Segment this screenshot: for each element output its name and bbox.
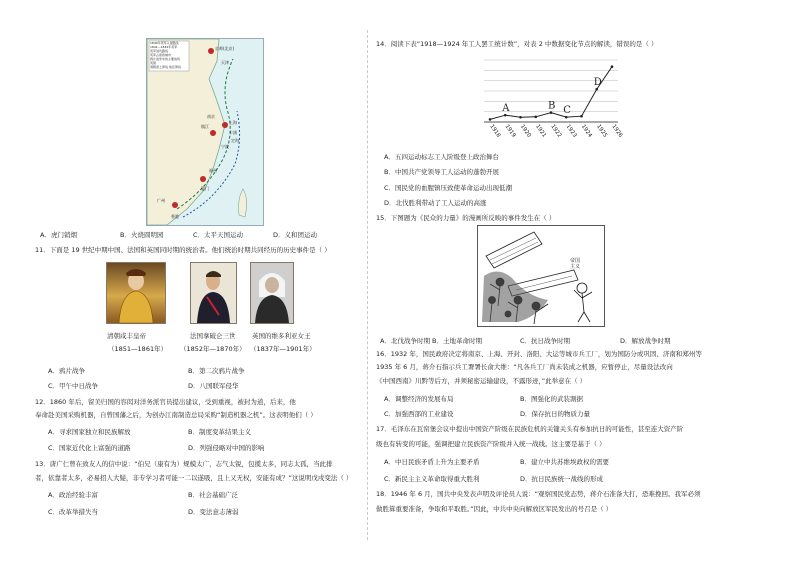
question-18-line: 18．1946 年 6 月，国共中央发表声明及评论员人说：“观察国民党态势，蒋介石准备大打，恐难挽回。我军必须 bbox=[376, 490, 701, 498]
portrait-caption-years: （1851—1861年） bbox=[108, 345, 168, 353]
option-c[interactable]: C．加强西部的工业建设 bbox=[384, 410, 454, 418]
map-label-dinghai: 定海 bbox=[231, 138, 239, 143]
xianfeng-portrait bbox=[106, 262, 166, 324]
option-c[interactable]: C．新民主主义革命取得重大胜利 bbox=[384, 475, 480, 483]
chart-point bbox=[611, 65, 614, 68]
portrait-graphic bbox=[191, 263, 236, 323]
chart-point-label: B bbox=[548, 100, 556, 112]
question-15-stem: 15．下图题为《民众的力量》的漫画所反映的事件发生在（ ） bbox=[376, 214, 556, 222]
question-11-stem: 11．下面是 19 世纪中期中国、法国和英国同时期的统治者。他们统治时期共同经历的历史事件是（ ） bbox=[35, 246, 331, 254]
map-label-hongkong: 香港 bbox=[171, 214, 179, 219]
option-b[interactable]: B．社会基础广泛 bbox=[188, 491, 238, 499]
map-label-xiamen: 厦门 bbox=[201, 186, 209, 191]
chart-tick-label: 1925 bbox=[595, 123, 609, 139]
portrait-caption-years: （1837年—1901年） bbox=[250, 345, 316, 353]
option-c[interactable]: C．改革举措失当 bbox=[48, 508, 99, 516]
column-divider bbox=[367, 30, 368, 540]
map-legend-item: 地区界线 bbox=[169, 65, 182, 69]
option-d[interactable]: D．义和团运动 bbox=[273, 231, 318, 239]
map-label-capital: 京师(北京) bbox=[215, 46, 235, 51]
option-d[interactable]: D．解放战争时期 bbox=[620, 337, 671, 345]
chart-point bbox=[565, 116, 568, 119]
chart-point bbox=[534, 116, 537, 119]
option-a[interactable]: A．中日民族矛盾上升为主要矛盾 bbox=[384, 458, 480, 466]
chart-svg bbox=[470, 56, 622, 148]
question-13-line: 者，依靠者太多，必易招人大疑，非专学习者可能一二以遂吸，且上又无权，安能有成？”这说明戊戌变法（ ） bbox=[35, 474, 353, 482]
option-b[interactable]: B．建立中共苏维埃政权的需要 bbox=[520, 458, 609, 466]
portrait-caption-name: 清朝咸丰皇帝 bbox=[107, 332, 146, 340]
question-13-line: 13．唐广仁曾在致友人的信中说：“伯兄（康有为）规模太广，志气太锐，包揽太多，同志太孤，当此排 bbox=[35, 460, 333, 468]
map-label-zhenjiang: 镇江 bbox=[201, 124, 209, 129]
map-legend-item: 英军进攻路线 bbox=[150, 49, 169, 53]
chart-tick-label: 1922 bbox=[549, 123, 563, 139]
map-label-fuzhou: 福州 bbox=[209, 168, 217, 173]
option-a[interactable]: A．五四运动标志工人阶级登上政治舞台 bbox=[384, 153, 499, 161]
map-label-nanjing: 南京 bbox=[207, 114, 215, 119]
map-label-tianjin: 天津 bbox=[221, 60, 229, 65]
chart-point-label: A bbox=[502, 103, 510, 115]
chart-point-label: C bbox=[563, 105, 571, 117]
option-c[interactable]: C．国家近代化上富强的道路 bbox=[48, 444, 131, 452]
strike-statistics-chart bbox=[470, 56, 622, 148]
question-17-line: 17．毛泽东在瓦窑堡会议中提出中国资产阶级在民族危机的关键关头有参加抗日的可能性，甚至连大资产阶 bbox=[376, 425, 684, 433]
question-16-line: 16．1932 年，国民政府决定将南京、上海、开封、洛阳、大运等城市兵工厂，划为国防分或巩固、济南和郑州等 bbox=[376, 350, 702, 358]
map-legend-item: 1840年英军入侵路线 bbox=[150, 41, 179, 45]
map-legend-item: 英军占领的城市 bbox=[150, 53, 172, 57]
cartoon-graphic bbox=[478, 226, 604, 326]
chart-point bbox=[519, 116, 522, 119]
map-legend-item: 英国 bbox=[150, 61, 157, 65]
chart-tick-label: 1921 bbox=[534, 123, 548, 139]
portrait-caption-name: 英国的维多利亚女王 bbox=[252, 332, 311, 340]
chart-tick-label: 1920 bbox=[518, 123, 532, 139]
option-a[interactable]: A．鸦片战争 bbox=[48, 367, 85, 375]
peoples-power-cartoon bbox=[477, 225, 605, 327]
chart-tick-label: 1924 bbox=[579, 123, 593, 139]
option-b[interactable]: B．制度变革结果主义 bbox=[188, 428, 251, 436]
opium-war-map bbox=[146, 38, 264, 226]
option-b[interactable]: B．图强化的武装割据 bbox=[520, 395, 583, 403]
chart-point bbox=[550, 111, 553, 114]
option-d[interactable]: D．列强侵略对中国的影响 bbox=[188, 444, 265, 452]
option-b[interactable]: B．中国共产党领导工人运动的蓬勃开展 bbox=[384, 168, 499, 176]
chart-tick-label: 1923 bbox=[564, 123, 578, 139]
chart-point-label: D bbox=[593, 77, 602, 89]
option-d[interactable]: D．北伐胜利带动了工人运动的高涨 bbox=[384, 199, 487, 207]
question-16-line: 1935 年 6 月，蒋介石指示兵工署署长俞大维：“凡各兵工厂尚未装成之机器，应暂停止，尽量设法改向 bbox=[376, 363, 673, 371]
chart-point bbox=[580, 115, 583, 118]
question-12-line: 奉命赴美国采购机器，自曾国藩之后，为创办江南制造总局采购“制造机器之机”。这表明他们（ ） bbox=[35, 411, 317, 419]
map-label-shanghai: 上海 bbox=[229, 120, 237, 125]
option-a[interactable]: A．政治经验丰富 bbox=[48, 491, 98, 499]
napoleon-iii-portrait bbox=[190, 262, 237, 324]
option-d[interactable]: D．抗日民族统一战线的形成 bbox=[520, 475, 604, 483]
chart-point bbox=[504, 114, 507, 117]
question-14-stem: 14．阅读下表“1918—1924 年工人罢工统计数”，对表 2 中数据变化节点的解读，错误的是（ ） bbox=[376, 40, 658, 48]
option-a[interactable]: A．调整经济的发展布局 bbox=[384, 395, 454, 403]
map-legend-item: 鸦片战争中的主要战场 bbox=[150, 57, 181, 61]
portrait-graphic bbox=[107, 263, 165, 323]
victoria-portrait bbox=[250, 262, 294, 324]
option-b[interactable]: B．火烧圆明园 bbox=[120, 231, 164, 239]
option-d[interactable]: D．变法意志薄弱 bbox=[188, 508, 239, 516]
option-ab[interactable]: A．北伐战争时期 B．土地革命时期 bbox=[380, 337, 482, 345]
option-c[interactable]: C．甲午中日战争 bbox=[48, 382, 99, 390]
question-12-line: 12．1860 年后，留美归国的容闳对洋务派官员提出建议，受到重视，被封为道，后来，他 bbox=[35, 398, 296, 406]
map-label-ningbo: 宁波 bbox=[221, 144, 229, 149]
map-legend-item: 清朝领土界线 bbox=[150, 65, 169, 69]
chart-tick-label: 1919 bbox=[503, 123, 517, 139]
portrait-caption-years: （1852年—1870年） bbox=[180, 345, 246, 353]
option-c[interactable]: C．抗日战争时期 bbox=[520, 337, 571, 345]
option-b[interactable]: B．第二次鸦片战争 bbox=[188, 367, 245, 375]
map-legend-item: 1841—1842年英军 bbox=[150, 45, 178, 49]
portrait-caption-name: 法国拿破仑三世 bbox=[190, 332, 236, 340]
question-17-line: 级也有转变的可能，强调把建立民族资产阶级并入统一战线。这主要是基于（ ） bbox=[376, 440, 606, 448]
option-a[interactable]: A．寻求国家独立和民族解放 bbox=[48, 428, 131, 436]
question-18-line: 做胜算重要准备，争取和平取胜。”因此，中共中央向解放区军民发出的号召是（ ） bbox=[376, 505, 613, 513]
map-label-zhapu: 乍浦 bbox=[229, 130, 237, 135]
map-label-guangzhou: 广州 bbox=[157, 198, 165, 203]
option-c[interactable]: C．太平天国运动 bbox=[193, 231, 244, 239]
question-16-line: 《中国西南》川黔等后方，并须秘密运输建设，不露形迹，”此举意在（ ） bbox=[376, 377, 587, 385]
chart-point bbox=[489, 118, 492, 121]
chart-tick-label: 1926 bbox=[610, 123, 624, 139]
portrait-graphic bbox=[251, 263, 293, 323]
cartoon-label: 帝国主义 bbox=[570, 258, 581, 270]
chart-point bbox=[595, 88, 598, 91]
option-d[interactable]: D．保存抗日的物质力量 bbox=[520, 410, 591, 418]
option-c[interactable]: C．国民党的血腥镇压致使革命运动出现低潮 bbox=[384, 184, 513, 192]
option-d[interactable]: D．八国联军侵华 bbox=[188, 382, 239, 390]
chart-tick-label: 1918 bbox=[488, 123, 502, 139]
option-a[interactable]: A．虎门销烟 bbox=[40, 231, 77, 239]
